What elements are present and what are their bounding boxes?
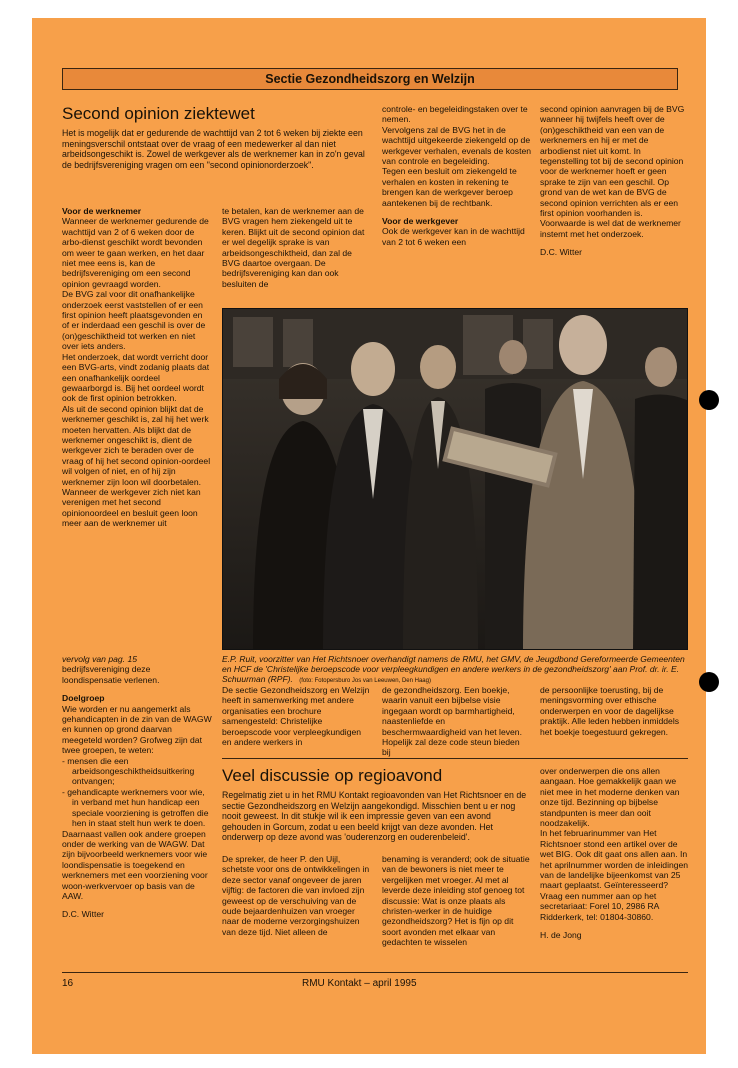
article-column-1 <box>62 206 212 529</box>
continuation-ref: vervolg van pag. 15 <box>62 654 138 664</box>
article-column-4 <box>540 104 690 258</box>
beroepscode-column-2: de gezondheidszorg. Een boekje, waarin vanuit een bijbelse visie ingegaan wordt op barmhartigheid, naastenliefde en beschermwaardigheid van het leven. Hopelijk zal deze code steun bieden bij <box>382 685 522 758</box>
article-lead-2: Regelmatig ziet u in het RMU Kontakt regioavonden van Het Richtsnoer en de sectie Gezondheidszorg en Welzijn aangekondigd. Misschien bent u er nog nooit geweest. In dit stukje wil ik een impressie geven van een avond gehouden in Gorcum, zodat u een beeld krijgt van deze avonden. Het onderwerp op deze avond was 'ouderenzorg en ouderenbeleid'. <box>222 790 527 843</box>
ceremony-photo <box>222 308 688 650</box>
paragraph: bedrijfsvereniging deze loondispensatie verlenen. <box>62 664 160 685</box>
list-item: - gehandicapte werknemers voor wie, in verband met hun handicap een speciale voorziening is getroffen die hen in staat stelt hun werk te doen. <box>62 786 209 829</box>
beroepscode-column-1: De sectie Gezondheidszorg en Welzijn heeft in samenwerking met andere organisaties een brochure samengesteld: Christelijke beroepscode voor verpleegkundigen en andere werkers in <box>222 685 370 748</box>
page-number: 16 <box>62 978 74 989</box>
article2-column-2: benaming is veranderd; ook de situatie van de bewoners is niet meer te vergelijken met vroeger. Al met al leverde deze inleiding stof genoeg tot discussie: Wat is onze plaats als christen-werker in de huidige gezondheidszorg? Het is fijn op dit soort avonden met elkaar van gedachten te wisselen <box>382 854 530 948</box>
list-item: - mensen die een arbeidsongeschiktheidsuitkering ontvangen; <box>62 755 195 787</box>
author: D.C. Witter <box>62 909 105 920</box>
section-banner: Sectie Gezondheidszorg en Welzijn <box>62 68 678 90</box>
paragraph: Het onderzoek, dat wordt verricht door een BVG-arts, vindt zodanig plaats dat een onafhankelijk oordeel gewaarborgd is. Bij het oordeel wordt ook de first opinion betrokken. <box>62 351 210 404</box>
paragraph: te betalen, kan de werknemer aan de BVG vragen hem ziekengeld uit te keren. Blijkt uit de second opinion dat er wel degelijk sprake is van arbeidsongeschiktheid, dan zal de BVG daartoe overgaan. De bedrijfsvereniging kan dan ook besluiten de <box>222 206 365 289</box>
article-lead: Het is mogelijk dat er gedurende de wachttijd van 2 tot 6 weken bij ziekte een meningsverschil ontstaat over de vraag of een medewerker al dan niet arbeidsongeschikt is. Zowel de werkgever als de werknemer kan in zo'n geval de bedrijfsvereniging vragen om een "second opinionorderzoek". <box>62 128 365 170</box>
paragraph: De BVG zal voor dit onafhankelijke onderzoek eerst vaststellen of er een first opinion heeft plaatsgevonden en of er inderdaad een geschil is over de (on)geschiktheid tot werken en niet over iets anders. <box>62 289 206 352</box>
article-column-3 <box>382 104 532 247</box>
photo-caption <box>222 654 688 687</box>
binder-hole-bottom <box>699 672 719 692</box>
article-column-2 <box>222 206 372 289</box>
magazine-page <box>32 18 706 1054</box>
beroepscode-column-3: de persoonlijke toerusting, bij de meningsvorming over ethische onderwerpen en voor de dagelijkse praktijk. Alle leden hebben inmiddels het boekje toegestuurd gekregen. <box>540 685 680 737</box>
paragraph: over onderwerpen die ons allen aangaan. Hoe gemakkelijk gaan we niet mee in het moderne denken van onze tijd. Bezinning op bijbelse standpunten is meer dan ooit noodzakelijk. <box>540 766 680 829</box>
binder-hole-top <box>699 390 719 410</box>
caption-text: E.P. Ruit, voorzitter van Het Richtsnoer overhandigt namens de RMU, het GMV, de Jeugdbond Gereformeerde Gemeenten en HCF de 'Christelijke beroepscode voor verpleegkundigen en andere werkers in de gezondheidszorg' aan Prof. dr. ir. E. Schuurman (RPF). <box>222 654 685 685</box>
paragraph: Wanneer de werkgever zich niet kan verenigen met het second opinionoordeel en besluit geen loon meer aan de werknemer uit <box>62 486 201 529</box>
paragraph: Ook de werkgever kan in de wachttijd van 2 tot 6 weken een <box>382 226 525 247</box>
paragraph: Vervolgens zal de BVG het in de wachttijd uitgekeerde ziekengeld op de werkgever verhalen, evenals de kosten van controle en begeleiding. <box>382 124 532 167</box>
paragraph: controle- en begeleidingstaken over te nemen. <box>382 104 528 125</box>
divider <box>222 758 688 759</box>
bullet-list <box>62 756 212 829</box>
author: D.C. Witter <box>540 247 583 258</box>
ceremony-photo-illustration <box>223 309 688 650</box>
article2-column-1: De spreker, de heer P. den Uijl, schetste voor ons de ontwikkelingen in deze sector vanaf ongeveer de jaren vijftig: de factoren die van invloed zijn geweest op de verschuiving van de oude bejaardenhuizen van vroeger naar de moderne verzorgingshuizen van deze tijd. Niet alleen de <box>222 854 370 937</box>
paragraph: In het februarinummer van Het Richtsnoer stond een artikel over de wet BIG. Ook dit gaat ons allen aan. In het aprilnummer worden de inleidingen van de landelijke bijeenkomst van 25 maart geplaatst. Geïnteresseerd? Vraag een nummer aan op het secretariaat: Forel 10, 2986 RA Ridderkerk, tel: 01804-30860. <box>540 828 689 922</box>
publication-line: RMU Kontakt – april 1995 <box>302 978 417 989</box>
paragraph: Wanneer de werknemer gedurende de wachttijd van 2 of 6 weken door de arbo-dienst geschikt wordt bevonden om weer te gaan werken, en het daar niet mee eens is, kan de bedrijfsvereniging om een second opinion gevraagd worden. <box>62 216 209 289</box>
paragraph: Wie worden er nu aangemerkt als gehandicapten in de zin van de WAGW en kunnen op grond daarvan meegeteld worden? Grofweg zijn dat twee groepen, te weten: <box>62 703 212 756</box>
article-title-2: Veel discussie op regioavond <box>222 766 443 785</box>
photo-credit: (foto: Fotopersburo Jos van Leeuwen, Den Haag) <box>299 678 431 685</box>
paragraph: second opinion aanvragen bij de BVG wanneer hij twijfels heeft over de (on)geschiktheid van een van de werknemers en hij er met de arbodienst niet uit komt. In tegenstelling tot bij de second opinion voor de werknemer hoeft er geen sprake te zijn van een geschil. Op grond van de wet kan de BVG de second opinion verrichten als er een first opinion voorhanden is. Voorwaarde is wel dat de werknemer instemt met het onderzoek. <box>540 104 685 239</box>
subheading-werkgever: Voor de werkgever <box>382 216 459 227</box>
paragraph: Daarnaast vallen ook andere groepen onder de werking van de WAGW. Dat zijn bijvoorbeeld werknemers voor wie loondispensatie is toegekend en werknemers met een voorziening voor woon-werkvervoer op basis van de AAW. <box>62 828 208 901</box>
continuation-column <box>62 654 212 920</box>
subheading-werknemer: Voor de werknemer <box>62 206 142 216</box>
author: H. de Jong <box>540 930 582 941</box>
subheading-doelgroep: Doelgroep <box>62 693 105 704</box>
paragraph: Tegen een besluit om ziekengeld te verhalen en kosten in rekening te brengen kan de werkgever beroep aantekenen bij de rechtbank. <box>382 166 517 208</box>
article2-column-3 <box>540 766 690 941</box>
footer-rule <box>62 972 688 973</box>
paragraph: Als uit de second opinion blijkt dat de werknemer geschikt is, zal hij het werk moeten hervatten. Als blijkt dat de werknemer ongeschikt is, dient de werkgever zich te beraden over de vraag of hij het second opinion-oordeel wil volgen of niet, en of hij zijn werknemer zijn loon wil doorbetalen. <box>62 403 211 487</box>
article-title: Second opinion ziektewet <box>62 104 255 123</box>
